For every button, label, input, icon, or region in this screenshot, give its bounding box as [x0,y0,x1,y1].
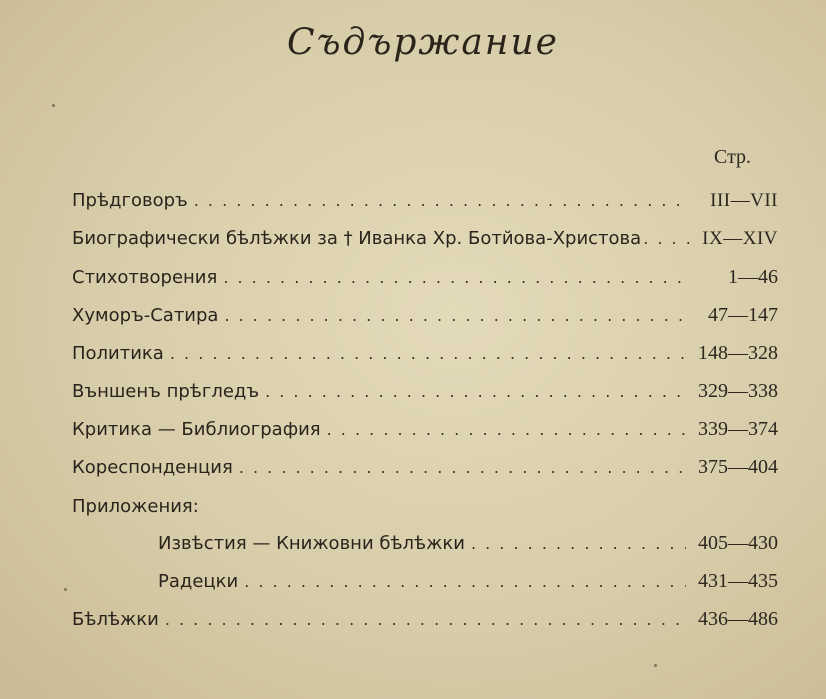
toc-entry-pages: 431—435 [698,570,778,592]
toc-entry [72,342,778,380]
toc-entry-pages: 436—486 [698,608,778,630]
dot-leader [327,420,686,439]
dot-leader [239,458,686,477]
toc-group-heading [72,496,778,532]
dot-leader [223,268,686,287]
paper-speck [654,664,657,667]
dot-leader [165,610,686,629]
toc-entry-label: Кореспонденция [72,457,233,478]
toc-entry-label: Извѣстия — Книжовни бѣлѣжки [158,533,465,554]
toc-entry [72,266,778,304]
toc-entry-label: Критика — Библиография [72,419,321,440]
table-of-contents [72,190,778,646]
toc-entry-label: Биографически бѣлѣжки за † Иванка Хр. Ботйова-Христова [72,228,642,249]
paper-speck [64,588,67,591]
toc-entry-pages: 375—404 [698,456,778,478]
toc-entry-pages: 148—328 [698,342,778,364]
toc-entry [72,456,778,494]
toc-entry-label: Хуморъ-Сатира [72,305,219,326]
dot-leader [643,229,690,248]
toc-entry [72,304,778,342]
paper-speck [52,104,55,107]
dot-leader [224,306,686,325]
page-column-label: Стр. [714,146,752,168]
toc-entry [72,228,778,266]
toc-entry-pages: 329—338 [698,380,778,402]
dot-leader [244,572,686,591]
toc-entry-pages: 405—430 [698,532,778,554]
toc-entry [72,190,778,228]
toc-entry-pages: III—VII [710,190,778,211]
toc-entry-pages: 1—46 [728,266,778,288]
toc-entry-label: Прѣдговоръ [72,190,188,211]
toc-entry-pages: 339—374 [698,418,778,440]
toc-entry-label: Външенъ прѣгледъ [72,381,260,402]
toc-group-label: Приложения: [72,496,199,517]
toc-entry-pages: IX—XIV [702,228,778,249]
dot-leader [194,191,686,210]
toc-entry-label: Бѣлѣжки [72,609,159,630]
dot-leader [471,534,686,553]
dot-leader [170,344,686,363]
toc-entry-pages: 47—147 [708,304,778,326]
toc-entry [72,608,778,646]
dot-leader [265,382,686,401]
toc-entry [72,532,778,570]
page-title: Съдържание [287,22,559,63]
toc-entry-label: Радецки [158,571,239,592]
toc-entry-label: Политика [72,343,164,364]
toc-entry-label: Стихотворения [72,267,218,288]
toc-entry [72,570,778,608]
toc-entry [72,380,778,418]
toc-entry [72,418,778,456]
